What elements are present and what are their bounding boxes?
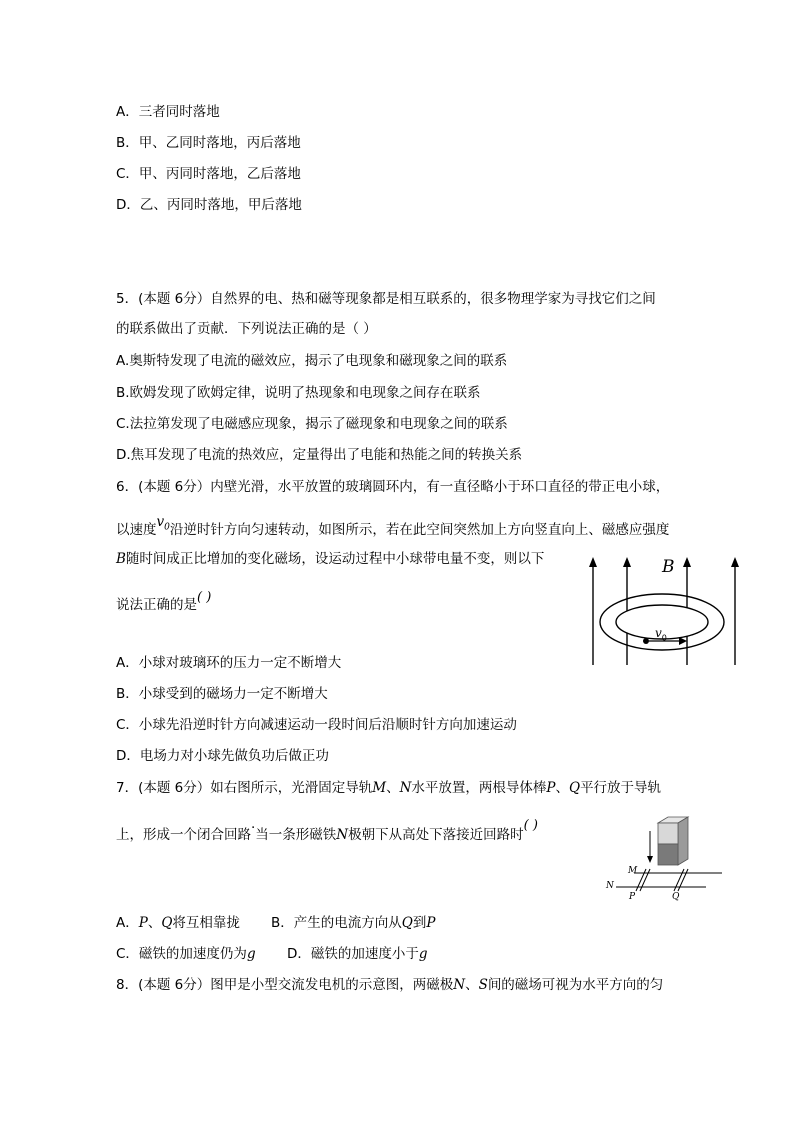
- q6-figure-ring-in-field: [585, 555, 745, 670]
- q7-stem-line1: 7．(本题 6分）如右图所示，光滑固定导轨M、N水平放置，两根导体棒P、Q平行放于导轨: [116, 780, 662, 796]
- q7-stem-line2: 上，形成一个闭合回路·当一条形磁铁N极朝下从高处下落接近回路时( ): [116, 818, 538, 843]
- q5-option-b: B.欧姆发现了欧姆定律，说明了热现象和电现象之间存在联系: [116, 385, 481, 401]
- figure-label-v0: $v_0$: [655, 626, 667, 643]
- q5-stem-line1: 5．(本题 6分）自然界的电、热和磁等现象都是相互联系的，很多物理学家为寻找它们之间: [116, 291, 656, 307]
- q4-option-a: A．三者同时落地: [116, 104, 220, 120]
- q6-stem-line2: 以速度$v_0$沿逆时针方向匀速转动，如图所示，若在此空间突然加上方向竖直向上、磁感应强度: [116, 514, 670, 538]
- field-arrow-1: [589, 557, 597, 567]
- q4-option-c: C．甲、丙同时落地，乙后落地: [116, 166, 301, 182]
- q6-option-c: C．小球先沿逆时针方向减速运动一段时间后沿顺时针方向加速运动: [116, 717, 517, 733]
- q5-option-d: D.焦耳发现了电流的热效应，定量得出了电能和热能之间的转换关系: [116, 447, 523, 463]
- field-arrow-2: [623, 557, 631, 567]
- q7-answer-paren: ( ): [523, 818, 538, 833]
- q4-option-d: D．乙、丙同时落地，甲后落地: [116, 197, 302, 213]
- figure-label-p: P: [629, 892, 636, 902]
- q7-option-c: C．磁铁的加速度仍为g: [116, 946, 256, 962]
- q5-option-a: A.奥斯特发现了电流的磁效应，揭示了电现象和磁现象之间的联系: [116, 353, 508, 369]
- q5-option-c: C.法拉第发现了电磁感应现象，揭示了磁现象和电现象之间的联系: [116, 416, 508, 432]
- q7-option-a: A．P、Q将互相靠拢: [116, 915, 240, 931]
- q6-stem-line3: B随时间成正比增加的变化磁场，设运动过程中小球带电量不变，则以下: [116, 551, 545, 567]
- q7-figure-svg: [602, 815, 727, 905]
- magnet-side-face: [678, 817, 688, 865]
- field-arrow-3: [683, 557, 691, 567]
- q6-stem-line4: 说法正确的是( ): [116, 590, 212, 613]
- field-arrow-4: [731, 557, 739, 567]
- q6-answer-paren: ( ): [197, 590, 212, 605]
- charged-ball: [643, 638, 649, 644]
- q7-option-d: D．磁铁的加速度小于g: [287, 946, 428, 962]
- q5-stem-line2: 的联系做出了贡献．下列说法正确的是（ ）: [116, 321, 377, 337]
- q8-stem-line1: 8．(本题 6分）图甲是小型交流发电机的示意图，两磁极N、S间的磁场可视为水平方向的匀: [116, 977, 664, 993]
- q6-option-b: B．小球受到的磁场力一定不断增大: [116, 686, 328, 702]
- figure-label-n: N: [606, 881, 614, 891]
- q7-option-b: B．产生的电流方向从Q到P: [271, 915, 436, 931]
- q6-stem-line1: 6．(本题 6分）内壁光滑，水平放置的玻璃圆环内，有一直径略小于环口直径的带正电小球，: [116, 479, 670, 495]
- figure-label-m: M: [628, 866, 638, 876]
- magnet-front-lower: [658, 844, 678, 865]
- figure-label-b: B: [662, 557, 675, 577]
- v0-symbol: $v_0$: [156, 514, 170, 533]
- fall-arrow-head: [647, 856, 653, 863]
- q7-figure-magnet-rails: [602, 815, 727, 905]
- magnet-front-upper: [658, 823, 678, 844]
- q6-option-a: A．小球对玻璃环的压力一定不断增大: [116, 655, 342, 671]
- q6-option-d: D．电场力对小球先做负功后做正功: [116, 748, 329, 764]
- figure-label-q: Q: [672, 892, 680, 902]
- q4-option-b: B．甲、乙同时落地，丙后落地: [116, 135, 301, 151]
- velocity-arrow-head: [679, 637, 687, 645]
